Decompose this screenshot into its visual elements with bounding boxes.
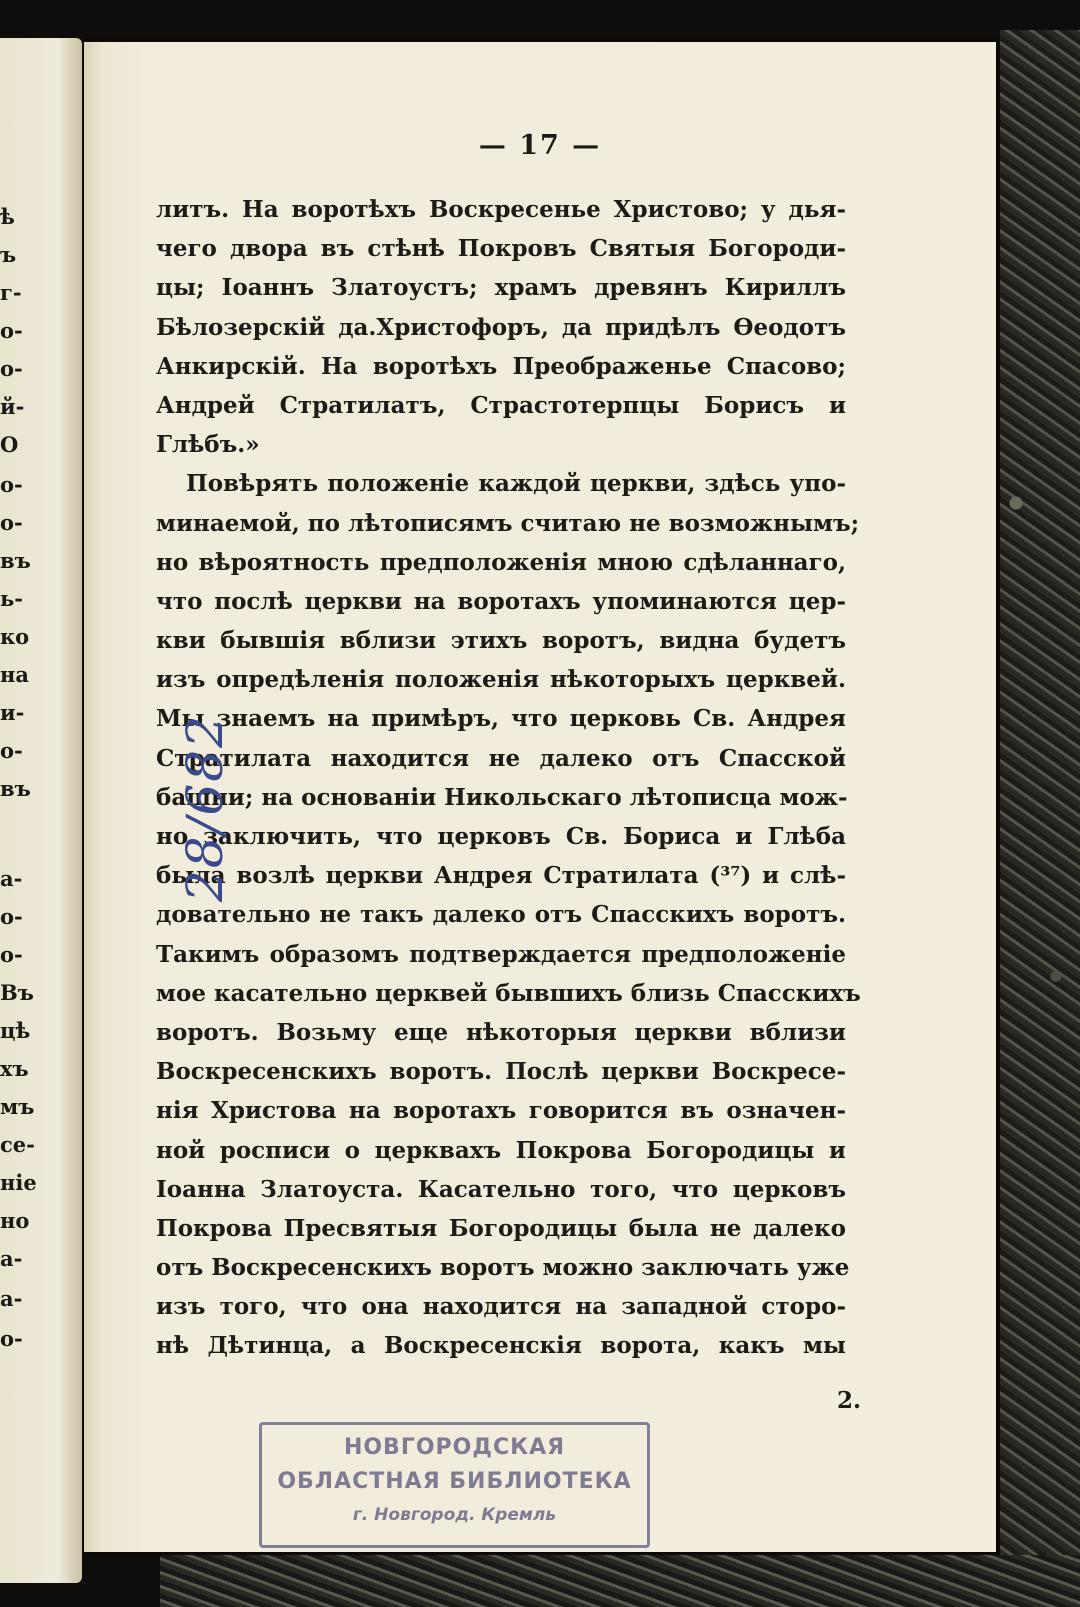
text-line: воротъ. Возьму еще нѣкоторыя церкви вблизи: [156, 1018, 846, 1046]
text-line: кви бывшія вблизи этихъ воротъ, видна будетъ: [156, 627, 846, 655]
handwritten-inventory-number: 28/682: [176, 714, 234, 902]
text-line: ной росписи о церквахъ Покрова Богородицы и: [156, 1136, 846, 1164]
text-line: чего двора въ стѣнѣ Покровъ Святыя Богороди-: [156, 235, 846, 263]
text-line: Мы знаемъ на примѣръ, что церковь Св. Андрея: [156, 705, 846, 733]
stamp-line-1: НОВГОРОДСКАЯ: [343, 1435, 566, 1460]
left-page-fragment: цѣ: [0, 1018, 31, 1043]
marbled-board-right: [1000, 30, 1080, 1607]
book-page: [84, 42, 996, 1552]
left-page-fragment: о-: [0, 510, 23, 535]
left-page-fragment: ніе: [0, 1170, 37, 1195]
left-page-fragment: а-: [0, 1246, 23, 1271]
body-text: [156, 190, 861, 1366]
left-page-fragment: на: [0, 662, 29, 687]
left-page-fragment: ѣ: [0, 204, 15, 229]
left-page-fragment: о-: [0, 942, 23, 967]
left-page-fragment: Въ: [0, 980, 34, 1005]
text-line: цы; Іоаннъ Златоустъ; храмъ древянъ Кириллъ: [156, 274, 846, 302]
left-page-fragment: въ: [0, 776, 31, 801]
left-page-fragment: ко: [0, 624, 30, 649]
text-line: минаемой, по лѣтописямъ считаю не возможнымъ;: [156, 509, 860, 537]
page-number: — 17 —: [478, 130, 602, 161]
text-line: нія Христова на воротахъ говорится въ означен-: [156, 1097, 846, 1125]
left-page-fragment: о-: [0, 356, 23, 381]
text-line: Бѣлозерскій да.Христофоръ, да придѣлъ Ѳеодотъ: [156, 313, 846, 341]
left-page-fragment: а-: [0, 1286, 23, 1311]
text-line: башни; на основаніи Никольскаго лѣтописца мож-: [156, 783, 848, 811]
library-stamp: [259, 1422, 650, 1548]
text-line: отъ Воскресенскихъ воротъ можно заключать уже: [156, 1254, 850, 1282]
text-line: Іоанна Златоуста. Касательно того, что церковъ: [156, 1175, 846, 1203]
stamp-line-3: г. Новгород. Кремль: [352, 1505, 557, 1525]
text-line: но вѣроятность предположенія мною сдѣланнаго,: [156, 548, 846, 576]
text-line: Такимъ образомъ подтверждается предположеніе: [156, 940, 846, 968]
left-page-fragment: ь-: [0, 586, 23, 611]
signature-mark: 2.: [837, 1387, 862, 1414]
text-line: была возлѣ церкви Андрея Стратилата (³⁷) и слѣ-: [156, 862, 846, 890]
left-page-fragment: и-: [0, 700, 25, 725]
left-page-fragment: ъ: [0, 242, 17, 267]
left-page-fragment: а-: [0, 866, 23, 891]
left-page-fragment: въ: [0, 548, 31, 573]
left-page-fragment: о-: [0, 1326, 23, 1351]
left-page-fragment: о-: [0, 904, 23, 929]
text-line: Воскресенскихъ воротъ. Послѣ церкви Воскресе-: [156, 1058, 846, 1086]
stamp-line-2: ОБЛАСТНАЯ БИБЛИОТЕКА: [277, 1469, 632, 1494]
marbled-board-bottom: [160, 1555, 1080, 1607]
text-line: литъ. На воротѣхъ Воскресенье Христово; у дья-: [156, 196, 846, 223]
left-facing-page: [0, 38, 82, 1583]
text-line: Повѣрять положеніе каждой церкви, здѣсь упо-: [186, 470, 846, 498]
left-page-fragment: се-: [0, 1132, 35, 1157]
left-page-fragment: но: [0, 1208, 30, 1233]
text-line: Стратилата находится не далеко отъ Спасской: [156, 744, 846, 772]
text-line: довательно не такъ далеко отъ Спасскихъ воротъ.: [156, 901, 846, 929]
text-line: Покрова Пресвятыя Богородицы была не далеко: [156, 1214, 846, 1242]
text-line: Анкирскій. На воротѣхъ Преображенье Спасово;: [156, 352, 846, 380]
left-page-fragment: хъ: [0, 1056, 29, 1081]
text-line: нѣ Дѣтинца, а Воскресенскія ворота, какъ мы: [156, 1332, 846, 1360]
text-line: Глѣбъ.»: [156, 431, 260, 459]
text-line: но заключить, что церковъ Св. Бориса и Глѣба: [156, 823, 846, 850]
left-page-fragment: г-: [0, 280, 22, 305]
left-page-fragment: о-: [0, 472, 23, 497]
text-line: изъ опредѣленія положенія нѣкоторыхъ церквей.: [156, 666, 846, 694]
left-page-fragment: й-: [0, 394, 25, 419]
left-page-fragment: о-: [0, 318, 23, 343]
text-line: мое касательно церквей бывшихъ близь Спасскихъ: [156, 979, 861, 1007]
left-page-fragment: мъ: [0, 1094, 35, 1119]
left-page-fragment: О: [0, 432, 19, 457]
text-line: что послѣ церкви на воротахъ упоминаются цер-: [156, 587, 846, 615]
text-line: изъ того, что она находится на западной сторо-: [156, 1293, 846, 1321]
left-page-fragment: о-: [0, 738, 23, 763]
text-line: Андрей Стратилатъ, Страстотерпцы Борисъ и: [156, 391, 846, 419]
